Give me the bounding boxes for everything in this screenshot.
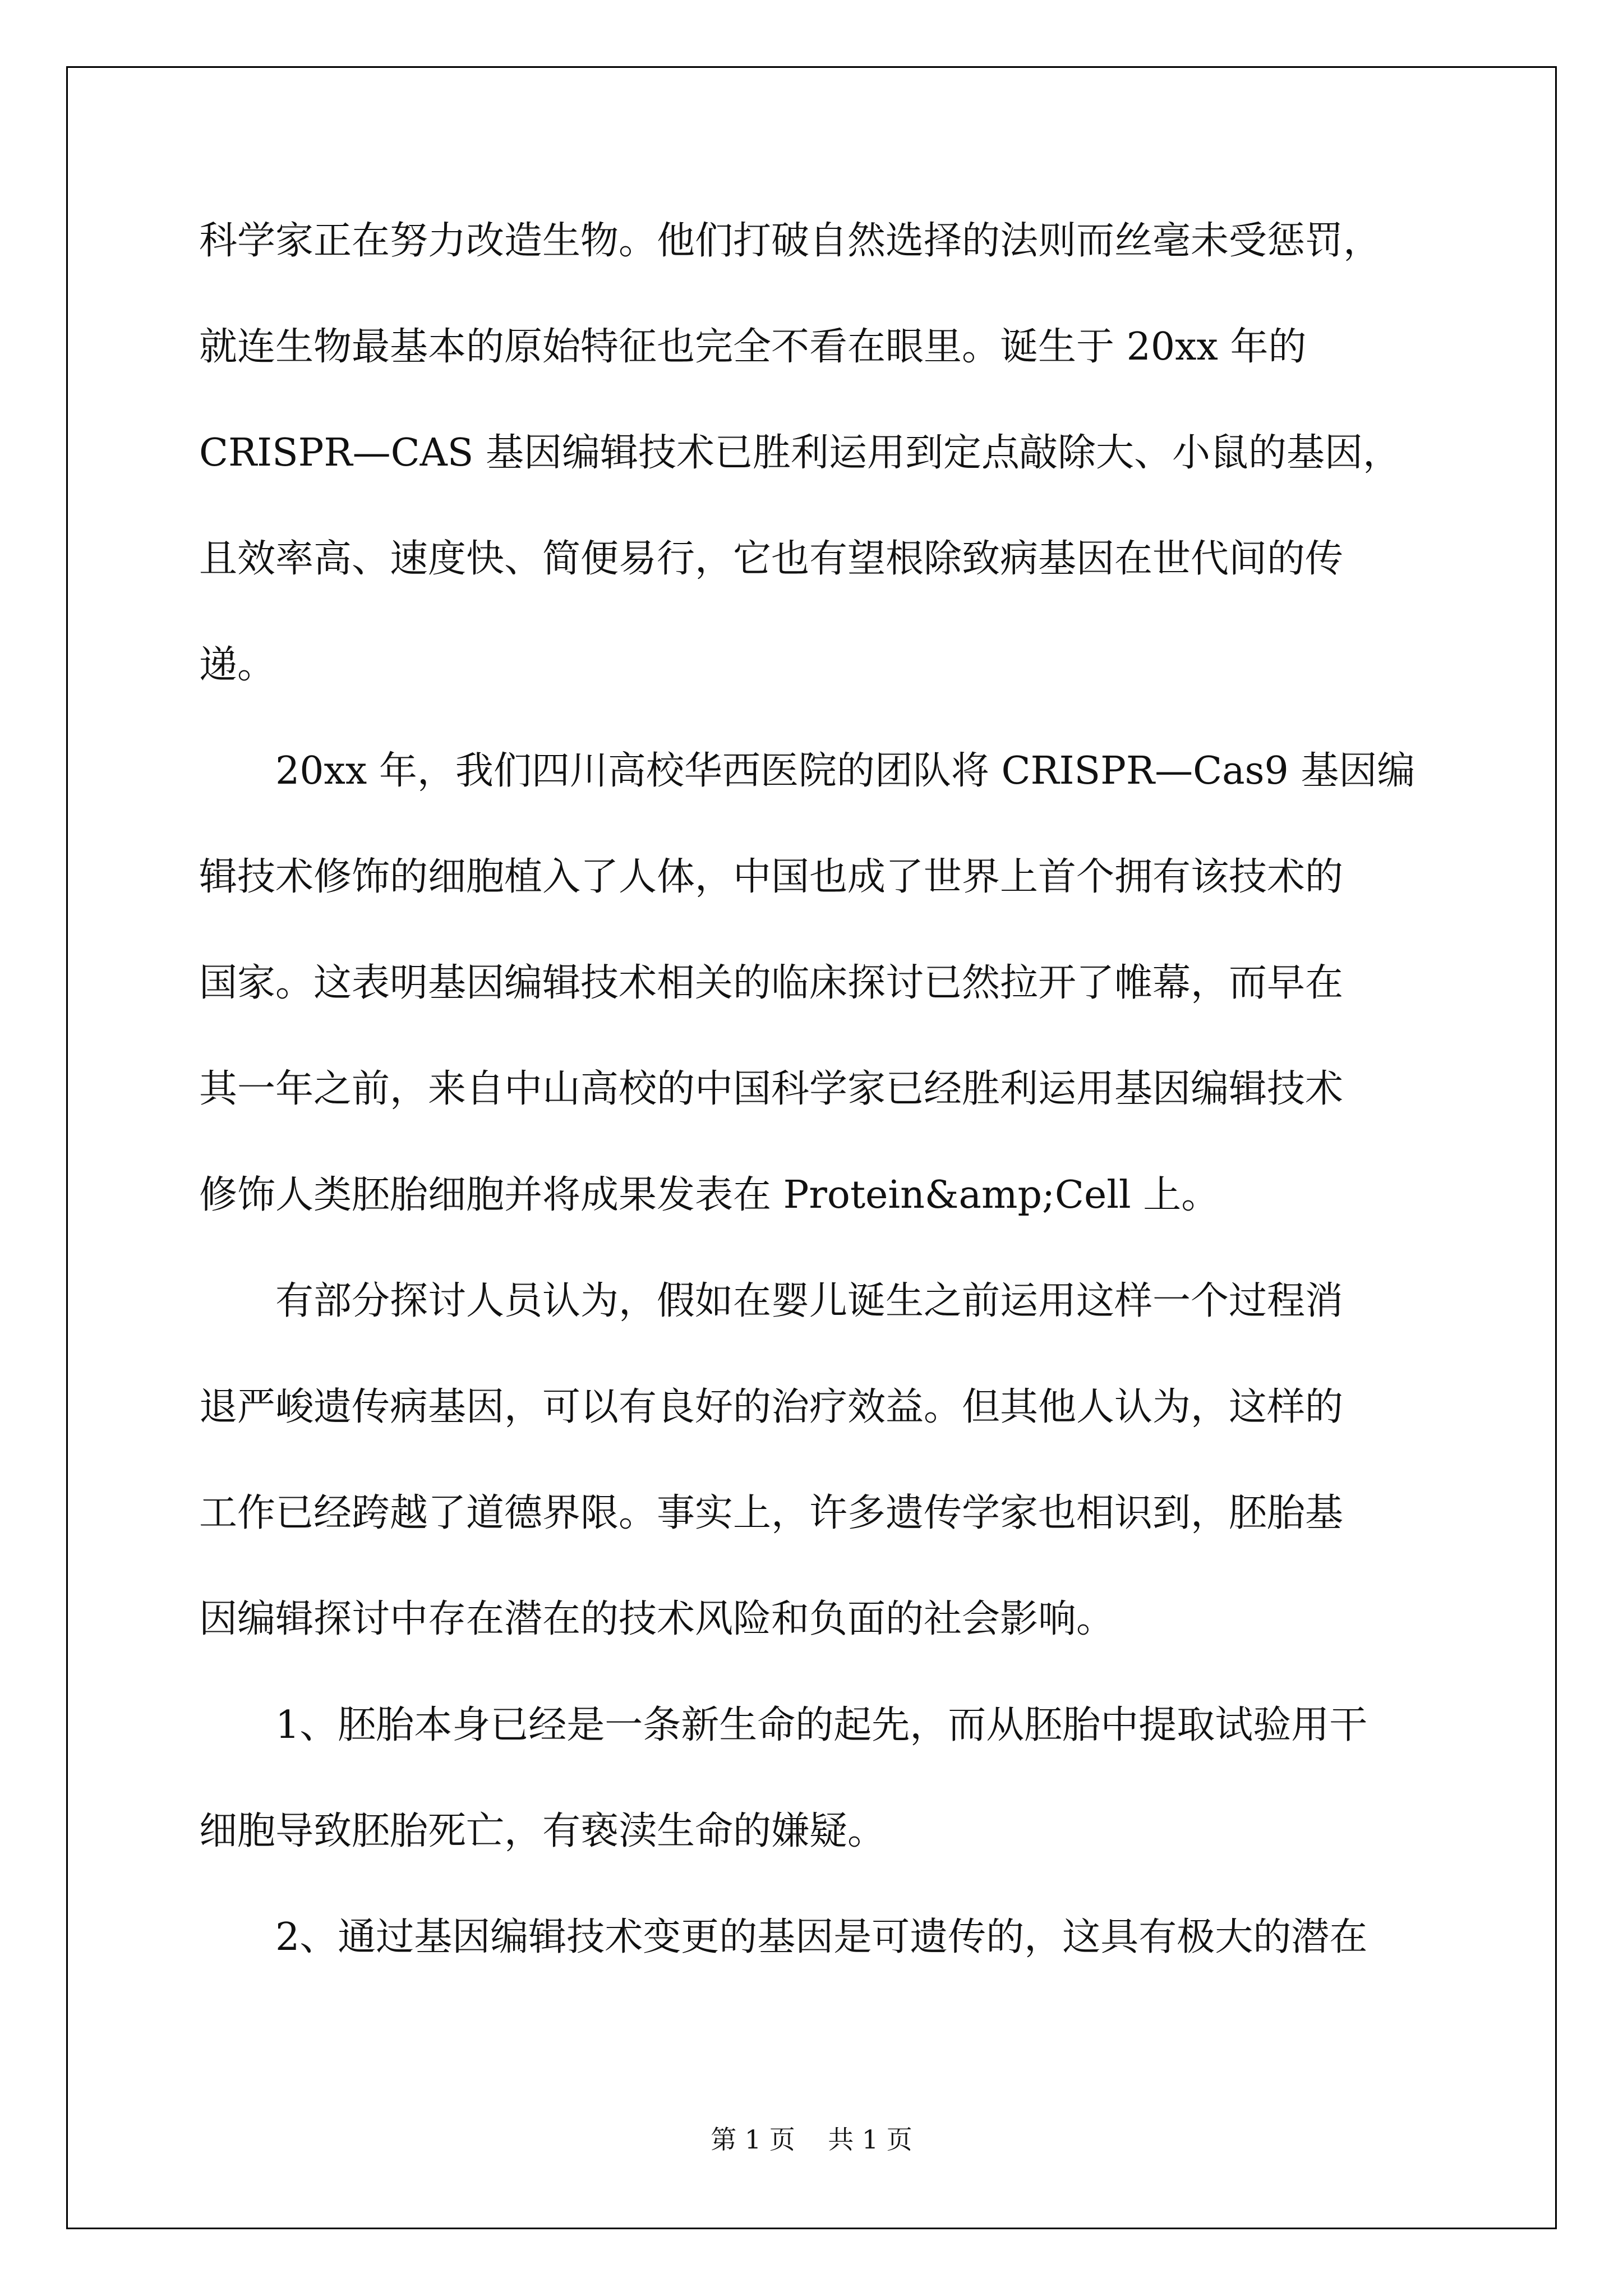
text-line: 且效率高、速度快、简便易行，它也有望根除致病基因在世代间的传 [199, 537, 1344, 581]
text-line: 有部分探讨人员认为，假如在婴儿诞生之前运用这样一个过程消 [275, 1279, 1344, 1323]
text-line: 辑技术修饰的细胞植入了人体，中国也成了世界上首个拥有该技术的 [199, 855, 1344, 899]
page-number: 第 1 页 [711, 2124, 795, 2155]
text-line: 20xx 年，我们四川高校华西医院的团队将 CRISPR—Cas9 基因编 [275, 749, 1415, 793]
text-line: 国家。这表明基因编辑技术相关的临床探讨已然拉开了帷幕，而早在 [199, 961, 1344, 1005]
page-total: 共 1 页 [828, 2124, 912, 2155]
text-line: 2、通过基因编辑技术变更的基因是可遗传的，这具有极大的潜在 [275, 1915, 1368, 1959]
text-line: 科学家正在努力改造生物。他们打破自然选择的法则而丝毫未受惩罚， [199, 219, 1382, 263]
text-line: 工作已经跨越了道德界限。事实上，许多遗传学家也相识到，胚胎基 [199, 1491, 1344, 1535]
page-footer [0, 2119, 1623, 2156]
text-line: 递。 [199, 643, 276, 687]
text-line: 其一年之前，来自中山高校的中国科学家已经胜利运用基因编辑技术 [199, 1067, 1344, 1111]
text-line: 就连生物最基本的原始特征也完全不看在眼里。诞生于 20xx 年的 [199, 325, 1307, 369]
footer-spacer [795, 2124, 828, 2155]
text-line: 细胞导致胚胎死亡，有亵渎生命的嫌疑。 [199, 1809, 886, 1853]
text-line: 1、胚胎本身已经是一条新生命的起先，而从胚胎中提取试验用干 [275, 1703, 1368, 1747]
text-line: 修饰人类胚胎细胞并将成果发表在 Protein&amp;Cell 上。 [199, 1173, 1220, 1217]
text-line: CRISPR—CAS 基因编辑技术已胜利运用到定点敲除大、小鼠的基因， [199, 431, 1401, 475]
text-line: 因编辑探讨中存在潜在的技术风险和负面的社会影响。 [199, 1597, 1115, 1641]
document-body [199, 208, 1433, 2010]
text-line: 退严峻遗传病基因，可以有良好的治疗效益。但其他人认为，这样的 [199, 1385, 1344, 1429]
